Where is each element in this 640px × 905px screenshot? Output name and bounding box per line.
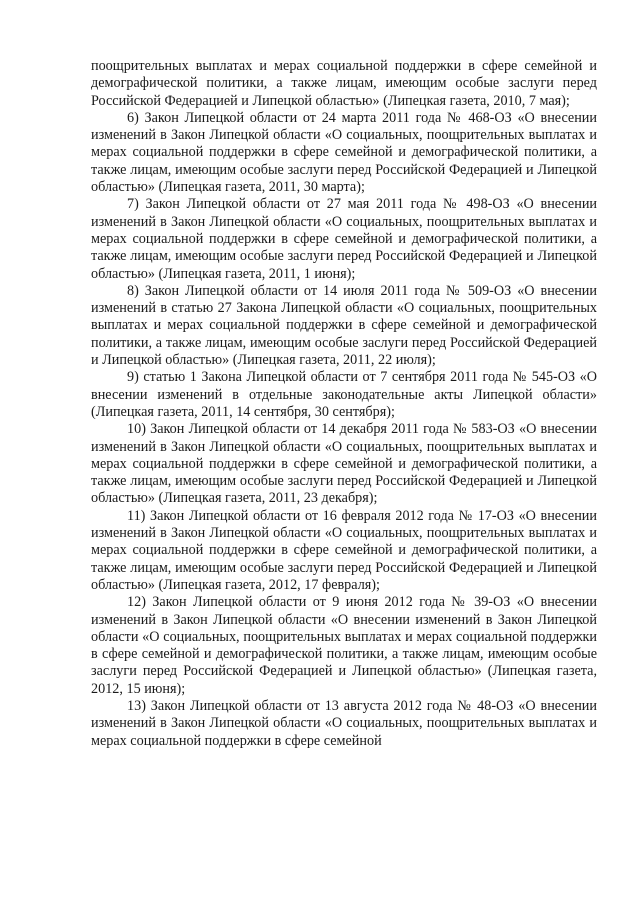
paragraph-item-13: 13) Закон Липецкой области от 13 августа 2012 года № 48-ОЗ «О внесении изменений в Закон Липецкой области «О социальных, поощрительных выплатах и мерах социальной поддержки в сфере семейной [91,697,597,749]
paragraph-continuation: поощрительных выплатах и мерах социальной поддержки в сфере семейной и демографической политики, а также лицам, имеющим особые заслуги перед Российской Федерацией и Липецкой областью» (Липецкая газета, 2010, 7 мая); [91,58,597,109]
paragraph-item-6: 6) Закон Липецкой области от 24 марта 2011 года № 468-ОЗ «О внесении изменений в Закон Липецкой области «О социальных, поощрительных выплатах и мерах социальной поддержки в сфере семейной и демографической политики, а также лицам, имеющим особые заслуги перед Российской Федерацией и Липецкой областью» (Липецкая газета, 2011, 30 марта); [91,109,597,196]
paragraph-item-9: 9) статью 1 Закона Липецкой области от 7 сентября 2011 года № 545-ОЗ «О внесении изменений в отдельные законодательные акты Липецкой области» (Липецкая газета, 2011, 14 сентября, 30 сентября); [91,369,597,420]
paragraph-item-12: 12) Закон Липецкой области от 9 июня 2012 года № 39-ОЗ «О внесении изменений в Закон Липецкой области «О внесении изменений в Закон Липецкой области «О социальных, поощрительных выплатах и мерах социальной поддержки в сфере семейной и демографической политики, а также лицам, имеющим особые заслуги перед Российской Федерацией и Липецкой областью» (Липецкая газета, 2012, 15 июня); [91,594,597,697]
paragraph-item-8: 8) Закон Липецкой области от 14 июля 2011 года № 509-ОЗ «О внесении изменений в статью 27 Закона Липецкой области «О социальных, поощрительных выплатах и мерах социальной поддержки в сфере семейной и демографической политики, а также лицам, имеющим особые заслуги перед Российской Федерацией и Липецкой областью» (Липецкая газета, 2011, 22 июля); [91,282,597,369]
paragraph-item-11: 11) Закон Липецкой области от 16 февраля 2012 года № 17-ОЗ «О внесении изменений в Закон Липецкой области «О социальных, поощрительных выплатах и мерах социальной поддержки в сфере семейной и демографической политики, а также лицам, имеющим особые заслуги перед Российской Федерацией и Липецкой областью» (Липецкая газета, 2012, 17 февраля); [91,507,597,593]
document-page [91,58,597,750]
paragraph-item-7: 7) Закон Липецкой области от 27 мая 2011 года № 498-ОЗ «О внесении изменений в Закон Липецкой области «О социальных, поощрительных выплатах и мерах социальной поддержки в сфере семейной и демографической политики, а также лицам, имеющим особые заслуги перед Российской Федерацией и Липецкой областью» (Липецкая газета, 2011, 1 июня); [91,196,597,282]
paragraph-item-10: 10) Закон Липецкой области от 14 декабря 2011 года № 583-ОЗ «О внесении изменений в Закон Липецкой области «О социальных, поощрительных выплатах и мерах социальной поддержки в сфере семейной и демографической политики, а также лицам, имеющим особые заслуги перед Российской Федерацией и Липецкой областью» (Липецкая газета, 2011, 23 декабря); [91,421,597,507]
